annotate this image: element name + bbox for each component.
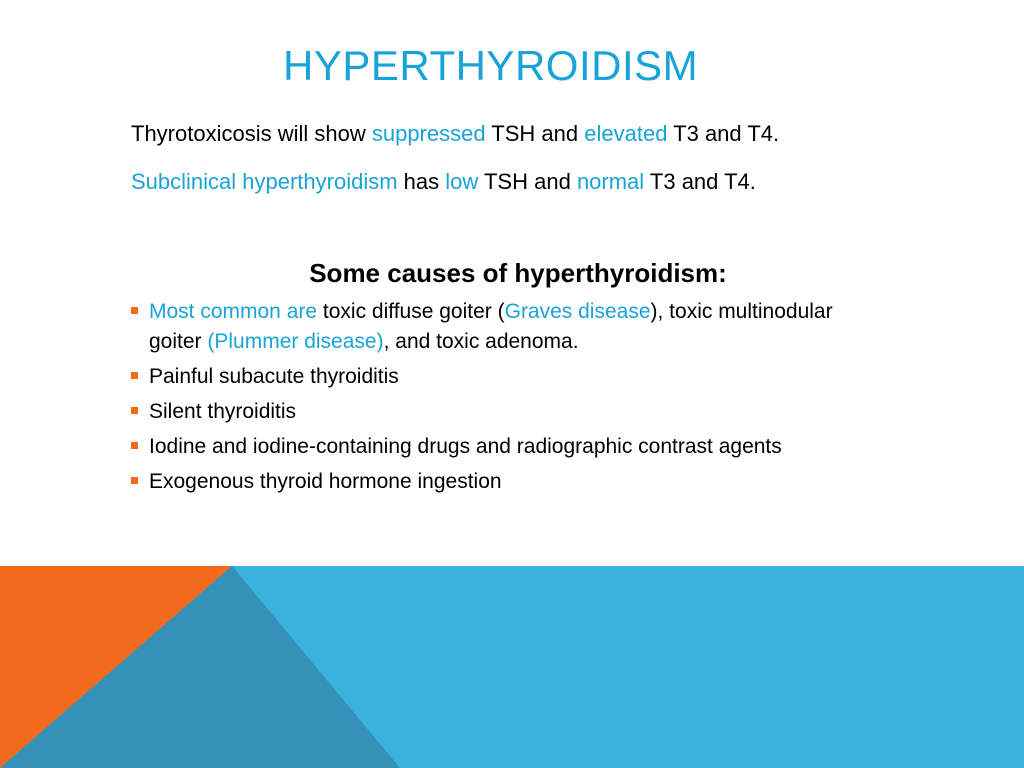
- list-item: [131, 297, 871, 357]
- slide-title: HYPERTHYROIDISM: [283, 42, 699, 89]
- square-bullet-icon: [131, 477, 138, 484]
- intro-paragraph: [131, 110, 851, 206]
- highlight-suppressed: suppressed: [371, 121, 486, 146]
- item-text: ), toxic multinodular goiter: [149, 300, 833, 353]
- item-text: Silent thyroiditis: [149, 400, 297, 423]
- highlight-most-common: Most common are: [149, 300, 318, 323]
- list-item: [131, 467, 871, 497]
- intro-text: T3 and T4.: [644, 169, 756, 194]
- highlight-subclinical: Subclinical hyperthyroidism: [131, 169, 398, 194]
- list-item: [131, 362, 871, 392]
- square-bullet-icon: [131, 372, 138, 379]
- causes-heading: Some causes of hyperthyroidism:: [309, 258, 727, 288]
- item-text: Iodine and iodine-containing drugs and radiographic contrast agents: [149, 435, 782, 458]
- square-bullet-icon: [131, 407, 138, 414]
- list-item: [131, 432, 871, 462]
- list-item: [131, 397, 871, 427]
- highlight-graves: Graves disease: [504, 300, 651, 323]
- highlight-plummer: (Plummer disease): [207, 330, 384, 353]
- intro-text: Thyrotoxicosis will show: [131, 121, 372, 146]
- highlight-low: low: [445, 169, 479, 194]
- item-text: , and toxic adenoma.: [383, 330, 579, 353]
- intro-text: T3 and T4.: [667, 121, 780, 146]
- causes-list: [131, 297, 871, 502]
- decorative-footer: [0, 566, 1024, 768]
- intro-text: TSH and: [478, 169, 577, 194]
- intro-text: has: [397, 169, 446, 194]
- highlight-elevated: elevated: [584, 121, 668, 146]
- item-text: Painful subacute thyroiditis: [149, 365, 399, 388]
- item-text: Exogenous thyroid hormone ingestion: [149, 470, 502, 493]
- highlight-normal: normal: [576, 169, 645, 194]
- square-bullet-icon: [131, 442, 138, 449]
- item-text: toxic diffuse goiter (: [317, 300, 505, 323]
- square-bullet-icon: [131, 307, 138, 314]
- intro-text: TSH and: [485, 121, 585, 146]
